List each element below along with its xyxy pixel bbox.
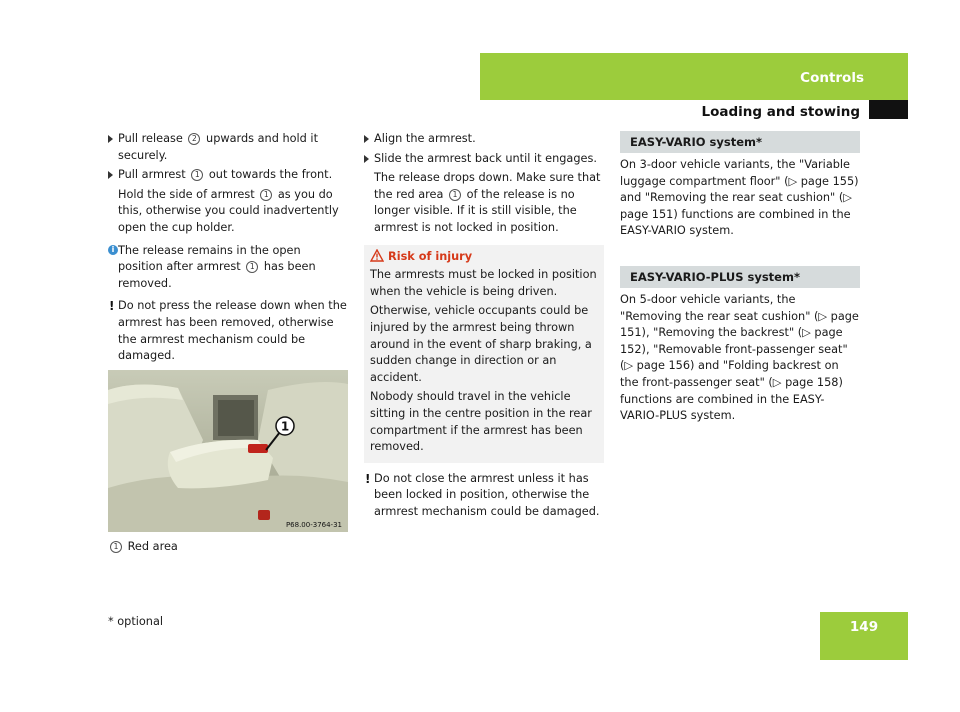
armrest-photo <box>108 370 348 532</box>
step-detail: Hold the side of armrest 1 as you do this, otherwise you could inadvertently open the cup holder. <box>118 187 339 234</box>
callout-number: 1 <box>449 189 461 201</box>
warning-heading: Risk of injury <box>370 249 600 266</box>
step-slide-armrest: Slide the armrest back until it engages. <box>364 151 604 168</box>
warning-text: Nobody should travel in the vehicle sitting in the centre position in the rear compartment if the armrest has been removed. <box>370 390 592 454</box>
callout-number: 1 <box>191 169 203 181</box>
step-pull-release: Pull release 2 upwards and hold it securely. <box>108 131 348 164</box>
section-title: Loading and stowing <box>701 104 860 120</box>
page-number: 149 <box>849 619 879 635</box>
info-note: i The release remains in the open position after armrest 1 has been removed. <box>108 243 348 293</box>
chapter-label: Controls <box>800 70 864 86</box>
easy-vario-plus-text: On 5-door vehicle variants, the "Removing the rear seat cushion" (▷ page 151), "Removing the backrest" (▷ page 152), "Removable front-passenger seat" (▷ page 156) and "Folding backrest on the front-passenger seat" (▷ page 158) functions are combined in the EASY-VARIO-PLUS system. <box>620 292 859 423</box>
easy-vario-text: On 3-door vehicle variants, the "Variable luggage compartment floor" (▷ page 155) and "Removing the rear seat cushion" (▷ page 151) functions are combined in the EASY-VARIO system. <box>620 158 859 238</box>
armrest-illustration <box>108 370 348 532</box>
callout-number: 1 <box>110 541 122 553</box>
footnote: * optional <box>108 615 164 628</box>
caution-note: ! Do not close the armrest unless it has been locked in position, otherwise the armrest mechanism could be damaged. <box>365 471 600 518</box>
warning-triangle-icon <box>370 249 384 262</box>
callout-number: 1 <box>260 189 272 201</box>
photo-caption: 1 Red area <box>108 539 178 556</box>
step-arrow-icon <box>364 155 369 163</box>
step-arrow-icon <box>364 135 369 143</box>
caution-icon: ! <box>365 471 371 486</box>
warning-text: The armrests must be locked in position when the vehicle is being driven. <box>370 268 597 298</box>
step-align-armrest: Align the armrest. <box>364 131 604 148</box>
photo-callout-number: 1 <box>280 419 290 434</box>
column-2 <box>364 131 604 526</box>
step-arrow-icon <box>108 171 113 179</box>
warning-text: Otherwise, vehicle occupants could be injured by the armrest being thrown around in the event of sharp braking, a sudden change in direction or an accident. <box>370 304 592 384</box>
callout-number: 1 <box>246 261 258 273</box>
image-reference-code: P68.00-3764-31 <box>285 521 342 529</box>
step-arrow-icon <box>108 135 113 143</box>
callout-number: 2 <box>188 133 200 145</box>
warning-box <box>364 245 604 463</box>
section-marker <box>869 100 908 119</box>
step-pull-armrest: Pull armrest 1 out towards the front. <box>108 167 348 184</box>
info-icon: i <box>108 245 118 255</box>
column-1 <box>108 131 348 397</box>
heading-easy-vario-plus: EASY-VARIO-PLUS system* <box>620 266 860 288</box>
step-detail: The release drops down. Make sure that the red area 1 of the release is no longer visible. If it is still visible, the armrest is not locked in position. <box>374 171 601 234</box>
heading-easy-vario: EASY-VARIO system* <box>620 131 860 153</box>
caution-icon: ! <box>109 299 115 314</box>
caution-note: ! Do not press the release down when the armrest has been removed, otherwise the armrest mechanism could be damaged. <box>109 299 347 363</box>
column-3 <box>620 131 860 425</box>
